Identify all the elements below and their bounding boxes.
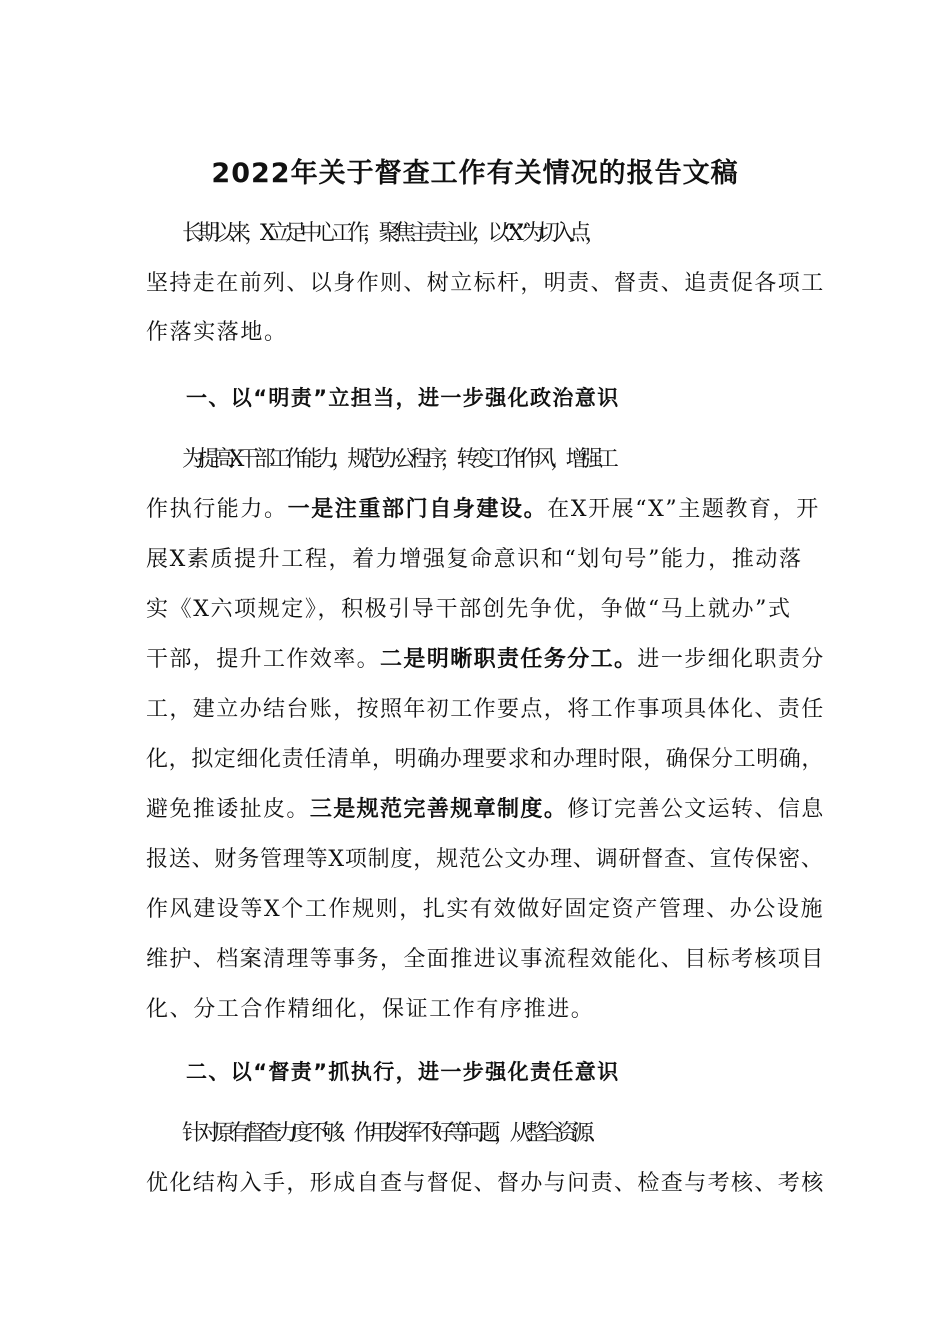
section-1-line-12: 化、分工合作精细化，保证工作有序推进。 — [146, 997, 595, 1022]
section-1-line-5-text-a: 干部，提升工作效率。 — [146, 647, 381, 672]
section-2-line-1: 针对原有督查力度不够、作用发挥不好等问题，从整合资源、 — [182, 1121, 604, 1146]
section-1-line-3: 展X素质提升工程，着力增强复命意识和“划句号”能力，推动落 — [146, 547, 803, 572]
section-2-heading: 二、以“督责”抓执行，进一步强化责任意识 — [186, 1060, 620, 1084]
section-1-line-8-text-a: 避免推诿扯皮。 — [146, 797, 310, 822]
section-1-line-2-text-a: 作执行能力。 — [146, 497, 288, 522]
section-1-line-5 — [146, 640, 826, 680]
document-title: 2022年关于督查工作有关情况的报告文稿 — [211, 158, 739, 189]
section-1-line-2-text-c: 在X开展“X”主题教育，开 — [547, 497, 820, 522]
section-1-line-8-text-c: 修订完善公文运转、信息 — [567, 797, 825, 822]
section-1-line-2 — [146, 490, 826, 530]
point-two-emphasis: 二是明晰职责任务分工。 — [380, 647, 638, 672]
point-one-emphasis: 一是注重部门自身建设。 — [287, 497, 548, 522]
point-three-emphasis: 三是规范完善规章制度。 — [309, 797, 568, 822]
section-1-line-7: 化，拟定细化责任清单，明确办理要求和办理时限，确保分工明确， — [146, 747, 825, 772]
intro-line-2: 坚持走在前列、以身作则、树立标杆，明责、督责、追责促各项工 — [146, 271, 825, 296]
section-1-line-1: 为提高X干部工作能力，规范办公程序，转变工作作风，增强工 — [182, 447, 613, 472]
section-1-line-6: 工，建立办结台账，按照年初工作要点，将工作事项具体化、责任 — [146, 697, 825, 722]
section-2-line-2: 优化结构入手，形成自查与督促、督办与问责、检查与考核、考核 — [146, 1171, 825, 1196]
intro-line-3: 作落实落地。 — [146, 320, 288, 345]
section-1-line-9: 报送、财务管理等X项制度，规范公文办理、调研督查、宣传保密、 — [146, 847, 824, 872]
section-1-line-10: 作风建设等X个工作规则，扎实有效做好固定资产管理、办公设施 — [146, 897, 825, 922]
section-1-line-5-text-c: 进一步细化职责分 — [637, 647, 825, 672]
section-1-line-4: 实《X六项规定》，积极引导干部创先争优，争做“马上就办”式 — [146, 597, 792, 622]
section-1-line-8 — [146, 790, 826, 830]
section-1-heading: 一、以“明责”立担当，进一步强化政治意识 — [186, 386, 620, 410]
intro-line-1: 长期以来，X立足中心工作，聚焦主责主业，以“X”为切入点， — [182, 221, 601, 246]
section-1-line-11: 维护、档案清理等事务，全面推进议事流程效能化、目标考核项目 — [146, 947, 825, 972]
